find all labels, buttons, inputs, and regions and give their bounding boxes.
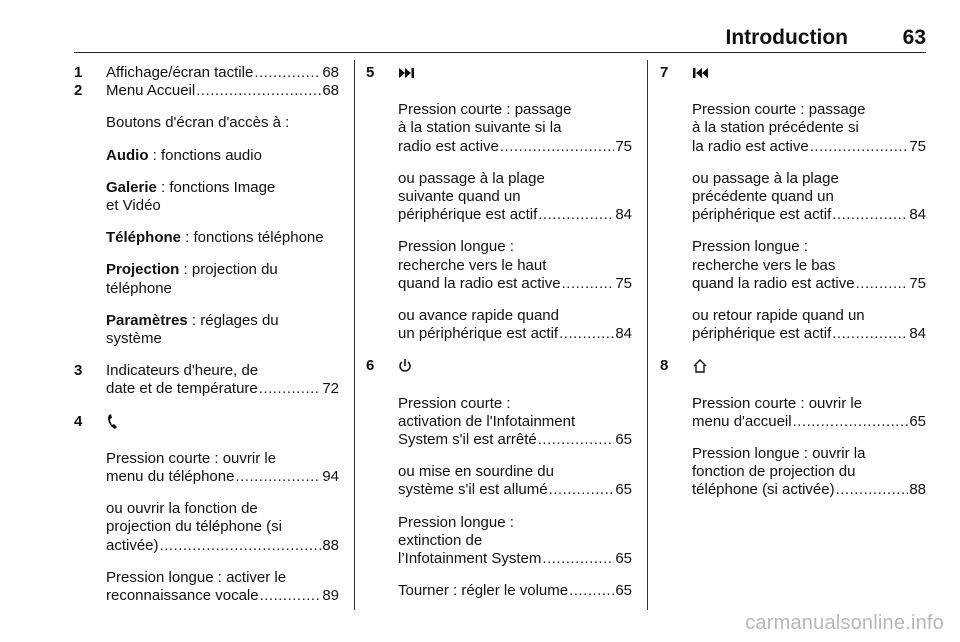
phone-icon — [106, 413, 120, 431]
paragraph: Pression longue : extinction de l’Infotainment System ..... 65 — [398, 514, 632, 569]
page-reference: 65 — [909, 412, 926, 430]
paragraph: Paramètres : réglages du système — [106, 311, 279, 348]
index-entry: Menu Accueil ..... 68 — [106, 82, 339, 100]
page-reference: 65 — [615, 481, 632, 499]
paragraph: ou passage à la plage précédente quand un périphérique est actif ..... 84 — [692, 170, 926, 225]
page-reference: 75 — [909, 274, 926, 292]
item-number: 7 — [660, 64, 669, 81]
term-galerie: Galerie — [106, 178, 157, 196]
column-1 — [74, 64, 339, 605]
item-4 — [74, 413, 339, 606]
page-reference: 88 — [322, 536, 339, 554]
column-3 — [660, 64, 926, 500]
paragraph: Téléphone : fonctions téléphone — [106, 229, 324, 247]
column-2 — [366, 64, 632, 600]
item-8 — [660, 357, 926, 499]
paragraph: Pression courte : ouvrir le menu d'accueil ..... 65 — [692, 395, 926, 431]
column-divider — [647, 60, 648, 610]
item-number: 1 — [74, 64, 83, 81]
power-icon — [398, 357, 412, 375]
term-parametres: Paramètres — [106, 311, 188, 329]
item-5 — [366, 64, 632, 343]
paragraph: Pression courte : activation de l'Infotainment System s'il est arrêté ..... 65 — [398, 395, 632, 450]
index-entry: date et de température ..... 72 — [106, 380, 339, 398]
page-reference: 65 — [615, 582, 632, 600]
paragraph: ou avance rapide quand un périphérique est actif ..... 84 — [398, 307, 632, 343]
page-header — [74, 0, 926, 53]
paragraph: Audio : fonctions audio — [106, 146, 262, 164]
term-audio: Audio — [106, 146, 149, 164]
page-reference: 84 — [909, 325, 926, 343]
page-reference: 65 — [615, 550, 632, 568]
paragraph: Galerie : fonctions Image et Vidéo — [106, 178, 276, 215]
paragraph: ou ouvrir la fonction de projection du téléphone (si activée) ..... 88 — [106, 500, 339, 555]
paragraph: Pression courte : passage à la station suivante si la radio est active ..... 75 — [398, 101, 632, 156]
paragraph: Pression longue : recherche vers le haut quand la radio est active ..... 75 — [398, 238, 632, 293]
item-number: 2 — [74, 82, 83, 100]
term-telephone: Téléphone — [106, 229, 182, 247]
page-reference: 72 — [322, 380, 339, 398]
page-reference: 89 — [322, 587, 339, 605]
paragraph: Projection : projection du téléphone — [106, 261, 278, 297]
paragraph: Pression courte : ouvrir le menu du téléphone ..... 94 — [106, 450, 339, 486]
skip-back-icon — [692, 64, 710, 82]
index-entry: Affichage/écran tactile ..... 68 — [106, 64, 339, 82]
paragraph: ou mise en sourdine du système s'il est allumé ..... 65 — [398, 463, 632, 499]
paragraph: Pression longue : activer le reconnaissance vocale ..... 89 — [106, 569, 339, 605]
item-3: 3 Indicateurs d'heure, de date et de température ..... 72 — [74, 362, 339, 398]
page-reference: 84 — [909, 206, 926, 224]
paragraph: Tourner : régler le volume ..... 65 — [398, 582, 632, 600]
item-1 — [74, 64, 339, 82]
item-number: 4 — [74, 412, 83, 430]
item-number: 8 — [660, 357, 669, 375]
page-reference: 88 — [909, 481, 926, 499]
item-number: 3 — [74, 362, 83, 380]
page-reference: 75 — [615, 274, 632, 292]
watermark: carmanualsonline.info — [745, 612, 944, 634]
item-6 — [366, 357, 632, 600]
page-reference: 68 — [322, 82, 339, 100]
item-2 — [74, 82, 339, 348]
paragraph: Pression longue : ouvrir la fonction de projection du téléphone (si activée) ..... 88 — [692, 445, 926, 500]
page-title: Introduction — [725, 26, 848, 49]
term-projection: Projection — [106, 261, 180, 279]
page-reference: 75 — [909, 137, 926, 155]
column-divider — [354, 60, 355, 610]
item-7 — [660, 64, 926, 343]
item-number: 6 — [366, 357, 375, 375]
page-reference: 68 — [322, 64, 339, 81]
skip-forward-icon — [398, 64, 416, 82]
paragraph: ou passage à la plage suivante quand un périphérique est actif ..... 84 — [398, 170, 632, 225]
paragraph: Pression longue : recherche vers le bas quand la radio est active ..... 75 — [692, 238, 926, 293]
page-reference: 65 — [615, 431, 632, 449]
page-reference: 75 — [615, 137, 632, 155]
page-number: 63 — [902, 26, 926, 49]
paragraph: Pression courte : passage à la station précédente si la radio est active ..... 75 — [692, 101, 926, 156]
page-reference: 84 — [615, 206, 632, 224]
item-number: 5 — [366, 64, 375, 81]
page-reference: 84 — [615, 325, 632, 343]
page-reference: 94 — [322, 468, 339, 486]
paragraph: Boutons d'écran d'accès à : — [106, 114, 290, 132]
home-icon — [692, 357, 708, 375]
paragraph: ou retour rapide quand un périphérique est actif ..... 84 — [692, 307, 926, 343]
